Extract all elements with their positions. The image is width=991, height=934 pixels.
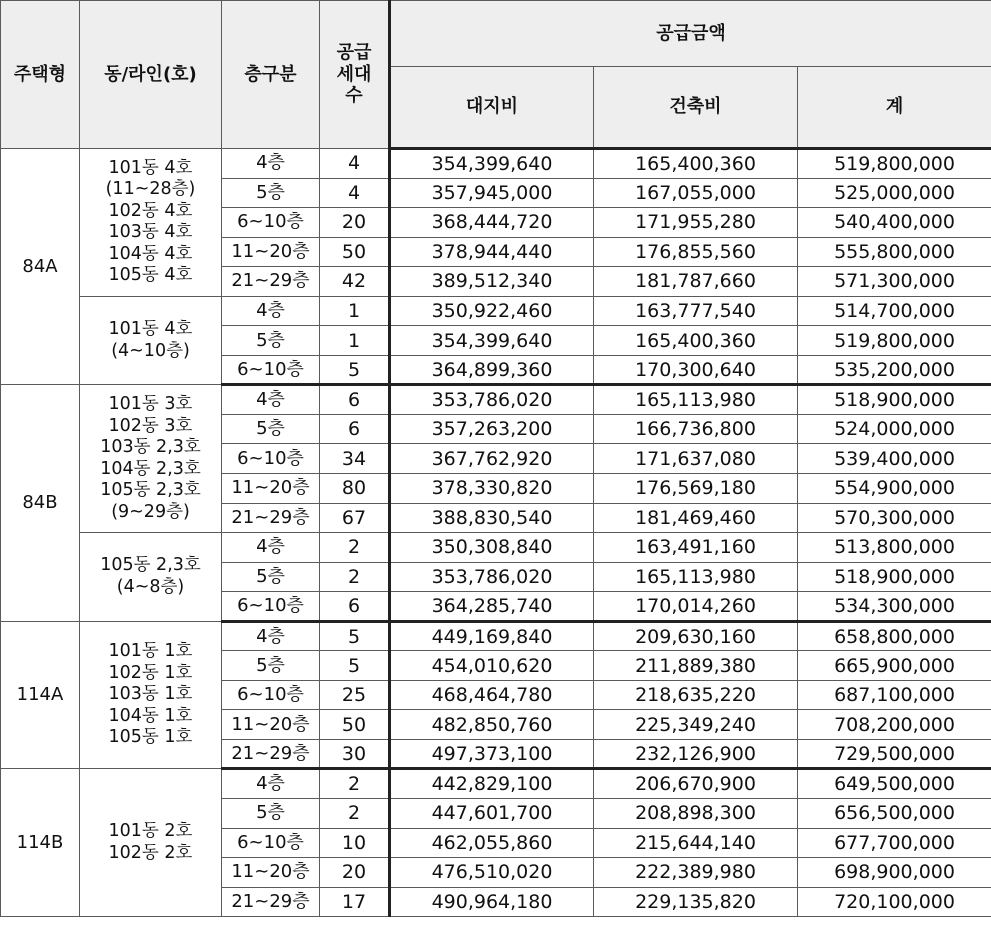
- building-cost-cell: 171,637,080: [594, 444, 798, 474]
- building-cost-cell: 163,777,540: [594, 296, 798, 326]
- dong-line-text: 105동 2,3호: [100, 480, 201, 501]
- total-cell: 570,300,000: [798, 503, 991, 533]
- units-cell: 2: [320, 769, 390, 799]
- land-cost-cell: 476,510,020: [390, 858, 594, 888]
- header-supply-units-line: 수: [345, 85, 363, 107]
- dong-line-cell: [80, 621, 222, 769]
- units-cell: 2: [320, 533, 390, 563]
- units-cell: 50: [320, 237, 390, 267]
- units-cell: 34: [320, 444, 390, 474]
- table-row: [1, 385, 991, 415]
- header-supply-price: 공급금액: [390, 1, 991, 67]
- floor-cell: 6~10층: [222, 592, 320, 622]
- building-cost-cell: 181,787,660: [594, 267, 798, 297]
- units-cell: 4: [320, 178, 390, 208]
- table-row: [1, 533, 991, 563]
- dong-line-text: 103동 2,3호: [100, 437, 201, 458]
- land-cost-cell: 354,399,640: [390, 149, 594, 179]
- building-cost-cell: 176,569,180: [594, 474, 798, 504]
- total-cell: 514,700,000: [798, 296, 991, 326]
- units-cell: 50: [320, 710, 390, 740]
- building-cost-cell: 232,126,900: [594, 739, 798, 769]
- building-cost-cell: 166,736,800: [594, 414, 798, 444]
- floor-cell: 21~29층: [222, 887, 320, 917]
- header-floor: 층구분: [222, 1, 320, 149]
- dong-line-text: 102동 2호: [108, 842, 193, 863]
- units-cell: 42: [320, 267, 390, 297]
- dong-line-text: 103동 1호: [108, 684, 193, 705]
- units-cell: 1: [320, 296, 390, 326]
- building-cost-cell: 215,644,140: [594, 828, 798, 858]
- floor-cell: 11~20층: [222, 474, 320, 504]
- total-cell: 540,400,000: [798, 208, 991, 238]
- floor-cell: 4층: [222, 621, 320, 651]
- total-cell: 519,800,000: [798, 326, 991, 356]
- total-cell: 518,900,000: [798, 385, 991, 415]
- floor-cell: 5층: [222, 326, 320, 356]
- total-cell: 729,500,000: [798, 739, 991, 769]
- housing-type-cell: 84B: [1, 385, 80, 621]
- building-cost-cell: 211,889,380: [594, 651, 798, 681]
- units-cell: 25: [320, 680, 390, 710]
- header-land-cost: 대지비: [390, 67, 594, 149]
- dong-line-text: 104동 2,3호: [100, 458, 201, 479]
- floor-cell: 11~20층: [222, 858, 320, 888]
- dong-line-text: 102동 1호: [108, 662, 193, 683]
- table-header: [1, 1, 991, 149]
- header-supply-units-line: 세대: [336, 63, 372, 85]
- floor-cell: 21~29층: [222, 267, 320, 297]
- total-cell: 665,900,000: [798, 651, 991, 681]
- units-cell: 5: [320, 651, 390, 681]
- building-cost-cell: 218,635,220: [594, 680, 798, 710]
- dong-line-text: 101동 4호: [108, 319, 193, 340]
- total-cell: 677,700,000: [798, 828, 991, 858]
- building-cost-cell: 165,400,360: [594, 326, 798, 356]
- total-cell: 554,900,000: [798, 474, 991, 504]
- units-cell: 30: [320, 739, 390, 769]
- total-cell: 649,500,000: [798, 769, 991, 799]
- dong-line-text: 105동 4호: [108, 265, 193, 286]
- total-cell: 720,100,000: [798, 887, 991, 917]
- floor-cell: 4층: [222, 149, 320, 179]
- building-cost-cell: 208,898,300: [594, 799, 798, 829]
- total-cell: 525,000,000: [798, 178, 991, 208]
- land-cost-cell: 389,512,340: [390, 267, 594, 297]
- dong-line-cell: [80, 149, 222, 297]
- units-cell: 5: [320, 621, 390, 651]
- building-cost-cell: 181,469,460: [594, 503, 798, 533]
- dong-line-text: (9~29층): [111, 501, 190, 522]
- building-cost-cell: 167,055,000: [594, 178, 798, 208]
- units-cell: 5: [320, 355, 390, 385]
- dong-line-cell: [80, 296, 222, 385]
- table-row: [1, 296, 991, 326]
- table-row: [1, 769, 991, 799]
- table-row: [1, 149, 991, 179]
- land-cost-cell: 490,964,180: [390, 887, 594, 917]
- dong-line-text: (11~28층): [105, 179, 196, 200]
- units-cell: 6: [320, 592, 390, 622]
- land-cost-cell: 468,464,780: [390, 680, 594, 710]
- dong-line-text: (4~10층): [111, 340, 190, 361]
- header-supply-units: [320, 1, 390, 149]
- total-cell: 687,100,000: [798, 680, 991, 710]
- floor-cell: 4층: [222, 385, 320, 415]
- floor-cell: 5층: [222, 178, 320, 208]
- housing-type-cell: 114A: [1, 621, 80, 769]
- dong-line-text: 102동 4호: [108, 200, 193, 221]
- building-cost-cell: 176,855,560: [594, 237, 798, 267]
- dong-line-text: (4~8층): [116, 576, 185, 597]
- land-cost-cell: 454,010,620: [390, 651, 594, 681]
- total-cell: 555,800,000: [798, 237, 991, 267]
- floor-cell: 5층: [222, 651, 320, 681]
- floor-cell: 5층: [222, 799, 320, 829]
- building-cost-cell: 222,389,980: [594, 858, 798, 888]
- dong-line-cell: [80, 533, 222, 622]
- floor-cell: 5층: [222, 414, 320, 444]
- floor-cell: 21~29층: [222, 739, 320, 769]
- units-cell: 17: [320, 887, 390, 917]
- units-cell: 6: [320, 385, 390, 415]
- land-cost-cell: 350,922,460: [390, 296, 594, 326]
- floor-cell: 6~10층: [222, 355, 320, 385]
- dong-line-text: 104동 4호: [108, 243, 193, 264]
- land-cost-cell: 354,399,640: [390, 326, 594, 356]
- units-cell: 6: [320, 414, 390, 444]
- land-cost-cell: 368,444,720: [390, 208, 594, 238]
- building-cost-cell: 165,113,980: [594, 385, 798, 415]
- land-cost-cell: 482,850,760: [390, 710, 594, 740]
- dong-line-text: 103동 4호: [108, 222, 193, 243]
- dong-line-text: 101동 2호: [108, 821, 193, 842]
- dong-line-text: 105동 1호: [108, 727, 193, 748]
- floor-cell: 11~20층: [222, 237, 320, 267]
- building-cost-cell: 171,955,280: [594, 208, 798, 238]
- land-cost-cell: 388,830,540: [390, 503, 594, 533]
- floor-cell: 21~29층: [222, 503, 320, 533]
- units-cell: 10: [320, 828, 390, 858]
- floor-cell: 11~20층: [222, 710, 320, 740]
- land-cost-cell: 462,055,860: [390, 828, 594, 858]
- units-cell: 1: [320, 326, 390, 356]
- housing-type-cell: 84A: [1, 149, 80, 385]
- land-cost-cell: 449,169,840: [390, 621, 594, 651]
- land-cost-cell: 353,786,020: [390, 385, 594, 415]
- total-cell: 571,300,000: [798, 267, 991, 297]
- land-cost-cell: 367,762,920: [390, 444, 594, 474]
- total-cell: 656,500,000: [798, 799, 991, 829]
- units-cell: 4: [320, 149, 390, 179]
- total-cell: 518,900,000: [798, 562, 991, 592]
- land-cost-cell: 378,330,820: [390, 474, 594, 504]
- building-cost-cell: 229,135,820: [594, 887, 798, 917]
- land-cost-cell: 357,945,000: [390, 178, 594, 208]
- total-cell: 708,200,000: [798, 710, 991, 740]
- land-cost-cell: 497,373,100: [390, 739, 594, 769]
- land-cost-cell: 442,829,100: [390, 769, 594, 799]
- dong-line-cell: [80, 769, 222, 917]
- dong-line-text: 101동 4호: [108, 157, 193, 178]
- building-cost-cell: 165,113,980: [594, 562, 798, 592]
- land-cost-cell: 364,899,360: [390, 355, 594, 385]
- dong-line-text: 104동 1호: [108, 705, 193, 726]
- land-cost-cell: 378,944,440: [390, 237, 594, 267]
- units-cell: 80: [320, 474, 390, 504]
- units-cell: 20: [320, 858, 390, 888]
- building-cost-cell: 165,400,360: [594, 149, 798, 179]
- total-cell: 524,000,000: [798, 414, 991, 444]
- total-cell: 658,800,000: [798, 621, 991, 651]
- floor-cell: 6~10층: [222, 444, 320, 474]
- table-row: [1, 621, 991, 651]
- header-total: 계: [798, 67, 991, 149]
- units-cell: 2: [320, 562, 390, 592]
- building-cost-cell: 163,491,160: [594, 533, 798, 563]
- total-cell: 535,200,000: [798, 355, 991, 385]
- land-cost-cell: 447,601,700: [390, 799, 594, 829]
- total-cell: 539,400,000: [798, 444, 991, 474]
- total-cell: 513,800,000: [798, 533, 991, 563]
- units-cell: 2: [320, 799, 390, 829]
- floor-cell: 6~10층: [222, 208, 320, 238]
- housing-type-cell: 114B: [1, 769, 80, 917]
- units-cell: 20: [320, 208, 390, 238]
- dong-line-cell: [80, 385, 222, 533]
- floor-cell: 6~10층: [222, 828, 320, 858]
- total-cell: 534,300,000: [798, 592, 991, 622]
- floor-cell: 6~10층: [222, 680, 320, 710]
- land-cost-cell: 350,308,840: [390, 533, 594, 563]
- building-cost-cell: 206,670,900: [594, 769, 798, 799]
- building-cost-cell: 170,300,640: [594, 355, 798, 385]
- header-type: 주택형: [1, 1, 80, 149]
- floor-cell: 5층: [222, 562, 320, 592]
- dong-line-text: 105동 2,3호: [100, 555, 201, 576]
- building-cost-cell: 170,014,260: [594, 592, 798, 622]
- dong-line-text: 102동 3호: [108, 415, 193, 436]
- units-cell: 67: [320, 503, 390, 533]
- total-cell: 519,800,000: [798, 149, 991, 179]
- total-cell: 698,900,000: [798, 858, 991, 888]
- header-supply-units-line: 공급: [336, 42, 372, 64]
- floor-cell: 4층: [222, 296, 320, 326]
- floor-cell: 4층: [222, 769, 320, 799]
- table-body: [1, 149, 991, 917]
- land-cost-cell: 364,285,740: [390, 592, 594, 622]
- floor-cell: 4층: [222, 533, 320, 563]
- header-dong-line: 동/라인(호): [80, 1, 222, 149]
- land-cost-cell: 353,786,020: [390, 562, 594, 592]
- building-cost-cell: 225,349,240: [594, 710, 798, 740]
- dong-line-text: 101동 3호: [108, 394, 193, 415]
- dong-line-text: 101동 1호: [108, 641, 193, 662]
- land-cost-cell: 357,263,200: [390, 414, 594, 444]
- header-building-cost: 건축비: [594, 67, 798, 149]
- building-cost-cell: 209,630,160: [594, 621, 798, 651]
